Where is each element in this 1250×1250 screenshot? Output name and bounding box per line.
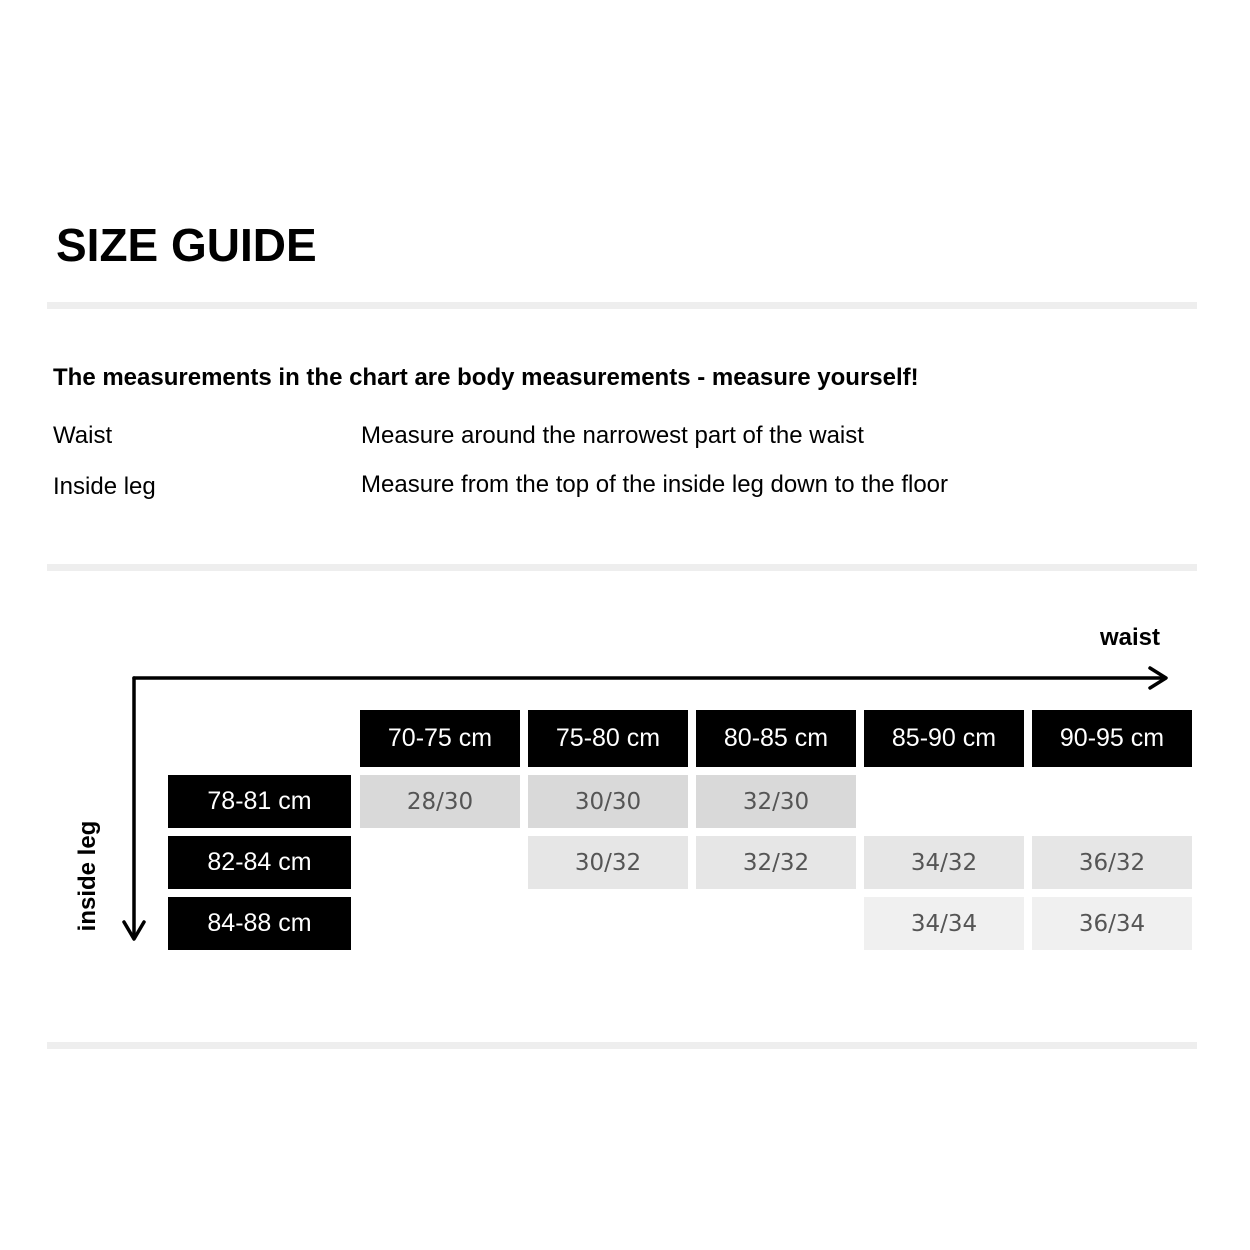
size-cell: 34/32 xyxy=(864,836,1024,889)
waist-header: 75-80 cm xyxy=(528,710,688,767)
size-cell: 28/30 xyxy=(360,775,520,828)
waist-header: 85-90 cm xyxy=(864,710,1024,767)
inside-leg-axis-label: inside leg xyxy=(74,820,101,932)
size-cell: 32/30 xyxy=(696,775,856,828)
waist-header: 90-95 cm xyxy=(1032,710,1192,767)
inside-leg-axis-arrow xyxy=(124,678,144,939)
inside-leg-header: 82-84 cm xyxy=(168,836,351,889)
waist-axis-arrow xyxy=(134,668,1166,688)
size-cell: 30/30 xyxy=(528,775,688,828)
measurement-label-inside-leg: Inside leg xyxy=(53,473,156,500)
size-cell: 32/32 xyxy=(696,836,856,889)
waist-header: 80-85 cm xyxy=(696,710,856,767)
waist-axis-label: waist xyxy=(1099,624,1160,651)
page-title: SIZE GUIDE xyxy=(56,219,317,271)
measurement-label-waist: Waist xyxy=(53,422,113,449)
size-cell: 36/34 xyxy=(1032,897,1192,950)
intro-text: The measurements in the chart are body measurements - measure yourself! xyxy=(53,364,919,391)
size-cell: 30/32 xyxy=(528,836,688,889)
measurement-desc-waist: Measure around the narrowest part of the waist xyxy=(361,422,864,449)
size-cell: 36/32 xyxy=(1032,836,1192,889)
waist-header: 70-75 cm xyxy=(360,710,520,767)
size-cell: 34/34 xyxy=(864,897,1024,950)
divider xyxy=(47,1042,1197,1049)
inside-leg-header: 78-81 cm xyxy=(168,775,351,828)
measurement-desc-inside-leg: Measure from the top of the inside leg down to the floor xyxy=(361,471,949,498)
inside-leg-header: 84-88 cm xyxy=(168,897,351,950)
